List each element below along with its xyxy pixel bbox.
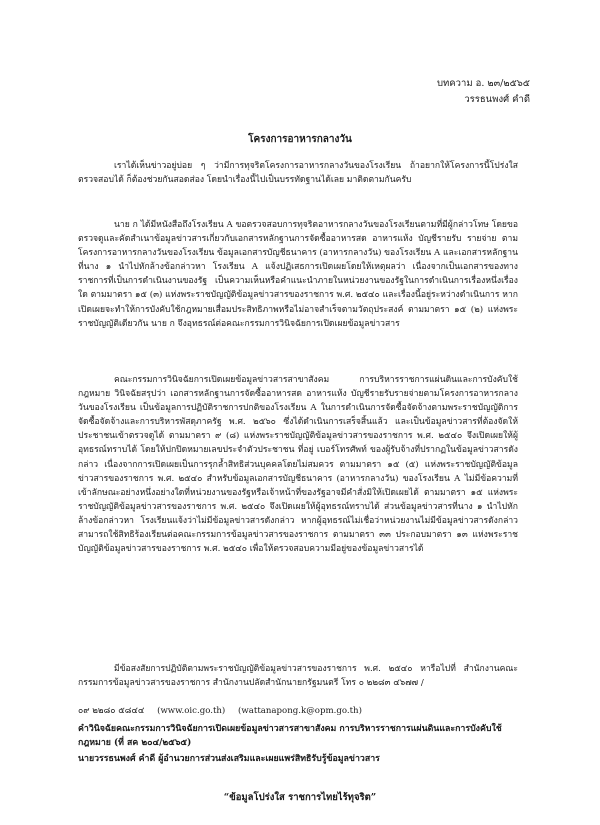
contact-website: (www.oic.go.th): [157, 706, 226, 716]
contact-line: [78, 704, 518, 718]
decision-paragraph: คณะกรรมการวินิจฉัยการเปิดเผยข้อมูลข่าวสารสาขาสังคม การบริหารราชการแผ่นดินและการบังคับใช้กฎหมาย วินิจฉัยสรุปว่า เอกสารหลักฐานการจัดซื้ออาหารสด อาหารแห้ง บัญชีรายรับรายจ่ายตามโครงการอาหารกลางวันของโรงเรียน เป็นข้อมูลการปฏิบัติราชการปกติของโรงเรียน A ในการดำเนินการจัดซื้อจัดจ้างตามพระราชบัญญัติการจัดซื้อจัดจ้างและการบริหารพัสดุภาครัฐ พ.ศ. ๒๕๖๐ ซึ่งได้ดำเนินการเสร็จสิ้นแล้ว และเป็นข้อมูลข่าวสารที่ต้องจัดให้ประชาชนเข้าตรวจดูได้ ตามมาตรา ๙ (๘) แห่งพระราชบัญญัติข้อมูลข่าวสารของราชการ พ.ศ. ๒๕๔๐ จึงเปิดเผยให้ผู้อุทธรณ์ทราบได้ โดยให้ปกปิดหมายเลขประจำตัวประชาชน ที่อยู่ เบอร์โทรศัพท์ ของผู้รับจ้างที่ปรากฏในข้อมูลข่าวสารดังกล่าว เนื่องจากการเปิดเผยเป็นการรุกล้ำสิทธิส่วนบุคคลโดยไม่สมควร ตามมาตรา ๑๕ (๕) แห่งพระราชบัญญัติข้อมูลข่าวสารของราชการ พ.ศ. ๒๕๔๐ สำหรับข้อมูลเอกสารบัญชีธนาคาร (อาหารกลางวัน) ของโรงเรียน A ไม่มีข้อความที่เข้าลักษณะอย่างหนึ่งอย่างใดที่หน่วยงานของรัฐหรือเจ้าหน้าที่ของรัฐอาจมีคำสั่งมิให้เปิดเผยได้ ตามมาตรา ๑๕ แห่งพระราชบัญญัติข้อมูลข่าวสารของราชการ พ.ศ. ๒๕๔๐ จึงเปิดเผยให้ผู้อุทธรณ์ทราบได้ ส่วนข้อมูลข่าวสารที่นาง ๑ นำไปหักล้างข้อกล่าวหา โรงเรียนแจ้งว่าไม่มีข้อมูลข่าวสารดังกล่าว หากผู้อุทธรณ์ไม่เชื่อว่าหน่วยงานไม่มีข้อมูลข่าวสารดังกล่าว สามารถใช้สิทธิร้องเรียนต่อคณะกรรมการข้อมูลข่าวสารของราชการ ตามมาตรา ๓๓ ประกอบมาตรา ๑๓ แห่งพระราชบัญญัติข้อมูลข่าวสารของราชการ พ.ศ. ๒๕๔๐ เพื่อให้ตรวจสอบความมีอยู่ของข้อมูลข่าวสารได้: [78, 375, 518, 555]
author-signature-line: นายวรรธนพงศ์ คำดี ผู้อำนวยการส่วนส่งเสริมและเผยแพร่สิทธิรับรู้ข้อมูลข่าวสาร: [78, 754, 380, 764]
intro-paragraph: เราได้เห็นข่าวอยู่บ่อย ๆ ว่ามีการทุจริตโครงการอาหารกลางวันของโรงเรียน ถ้าอยากให้โครงการนี้โปร่งใสตรวจสอบได้ ก็ต้องช่วยกันสอดส่อง โดยนำเรื่องนี้ไปเป็นบรรทัดฐานได้เลย มาติดตามกันครับ: [78, 161, 518, 186]
ruling-reference: คำวินิจฉัยคณะกรรมการวินิจฉัยการเปิดเผยข้อมูลข่าวสารสาขาสังคม การบริหารราชการแผ่นดินและการบังคับใช้กฎหมาย (ที่ สค ๒๐๔/๒๕๖๕): [78, 724, 502, 748]
header-author: วรรธนพงศ์ คำดี: [464, 94, 530, 105]
contact-email: (wattanapong.k@opm.go.th): [238, 706, 362, 716]
contact-phone: ๐๙ ๒๒๘๐ ๕๘๔๔: [78, 706, 145, 716]
article-number: บทความ อ. ๒๓/๒๕๖๕: [437, 78, 530, 89]
inquiry-paragraph: มีข้อสงสัยการปฏิบัติตามพระราชบัญญัติข้อมูลข่าวสารของราชการ พ.ศ. ๒๕๔๐ หารือไปที่ สำนักงานคณะกรรมการข้อมูลข่าวสารของราชการ สำนักงานปลัดสำนักนายกรัฐมนตรี โทร ๐ ๒๒๘๓ ๔๖๗๗ /: [78, 664, 518, 689]
closing-slogan: “ข้อมูลโปร่งใส ราชการไทยไร้ทุจริต”: [223, 792, 377, 803]
document-title: โครงการอาหารกลางวัน: [248, 134, 352, 145]
case-paragraph: นาย ก ได้มีหนังสือถึงโรงเรียน A ขอตรวจสอบการทุจริตอาหารกลางวันของโรงเรียนตามที่มีผู้กล่าวโทษ โดยขอตรวจดูและคัดสำเนาข้อมูลข่าวสารเกี่ยวกับเอกสารหลักฐานการจัดซื้ออาหารสด อาหารแห้ง บัญชีรายรับ รายจ่าย ตามโครงการอาหารกลางวันของโรงเรียน ข้อมูลเอกสารบัญชีธนาคาร (อาหารกลางวัน) ของโรงเรียน A และเอกสารหลักฐานที่นาง ๑ นำไปหักล้างข้อกล่าวหา โรงเรียน A แจ้งปฏิเสธการเปิดเผยโดยให้เหตุผลว่า เนื่องจากเป็นเอกสารของทางราชการที่เป็นการดำเนินงานของรัฐ เป็นความเห็นหรือคำแนะนำภายในหน่วยงานของรัฐในการดำเนินการเรื่องหนึ่งเรื่องใด ตามมาตรา ๑๕ (๓) แห่งพระราชบัญญัติข้อมูลข่าวสารของราชการ พ.ศ. ๒๕๔๐ และเรื่องนี้อยู่ระหว่างดำเนินการ หากเปิดเผยจะทำให้การบังคับใช้กฎหมายเสื่อมประสิทธิภาพหรือไม่อาจสำเร็จตามวัตถุประสงค์ ตามมาตรา ๑๕ (๒) แห่งพระราชบัญญัติเดียวกัน นาย ก จึงอุทธรณ์ต่อคณะกรรมการวินิจฉัยการเปิดเผยข้อมูลข่าวสาร: [78, 220, 518, 329]
